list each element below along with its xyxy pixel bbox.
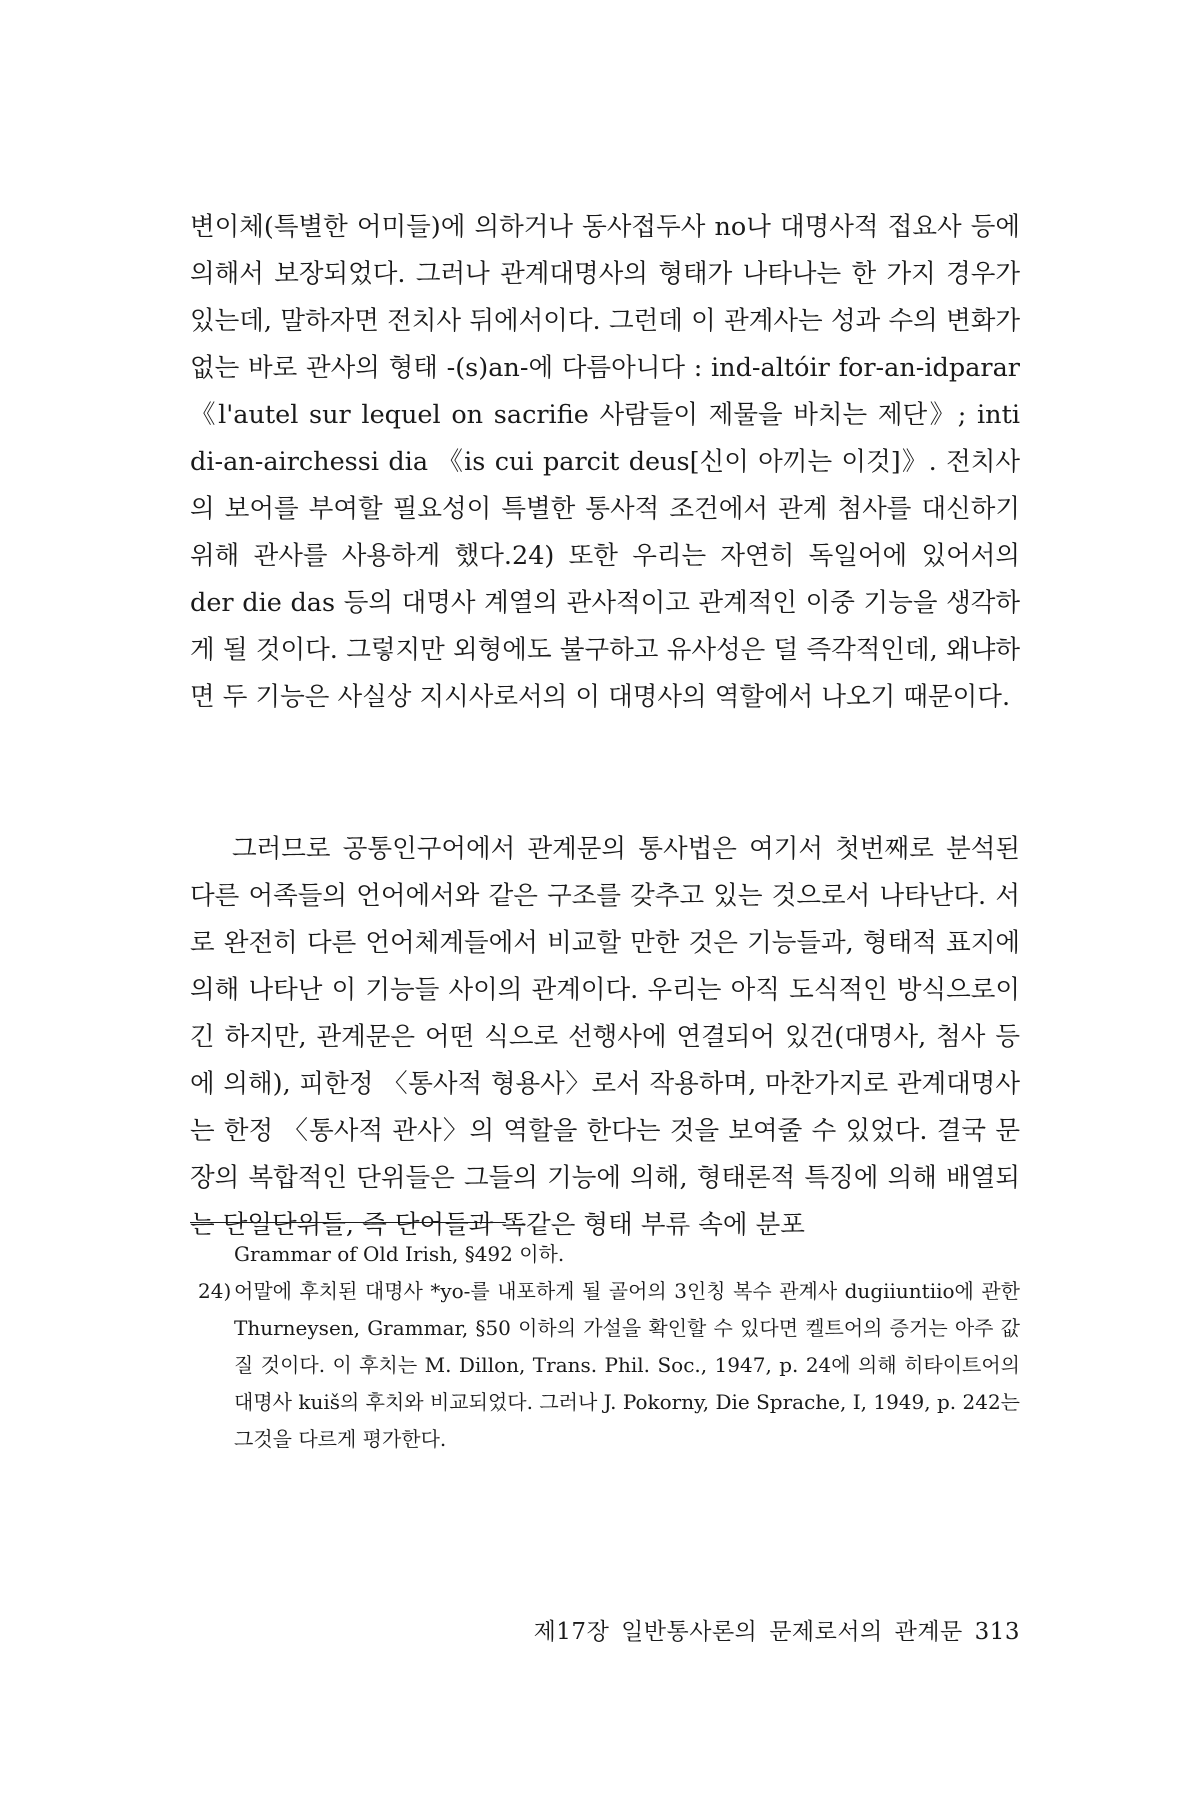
body-paragraph-1: 변이체(특별한 어미들)에 의하거나 동사접두사 no나 대명사적 접요사 등에 의해서 보장되었다. 그러나 관계대명사의 형태가 나타나는 한 가지 경우가 있는데, 말하자면 전치사 뒤에서이다. 그런데 이 관계사는 성과 수의 변화가 없는 바로 관사의 형태 -(s)an-에 다름아니다 : ind-altóir for-an-idparar 《l'autel sur lequel on sacrifie 사람들이 제물을 바치는 제단》; inti di-an-airchessi dia 《is cui parcit deus[신이 아끼는 이것]》. 전치사의 보어를 부여할 필요성이 특별한 통사적 조건에서 관계 첨사를 대신하기 위해 관사를 사용하게 했다.24) 또한 우리는 자연히 독일어에 있어서의 der die das 등의 대명사 계열의 관사적이고 관계적인 이중 기능을 생각하게 될 것이다. 그렇지만 외형에도 불구하고 유사성은 덜 즉각적인데, 왜냐하면 두 기능은 사실상 지시사로서의 이 대명사의 역할에서 나오기 때문이다. <box>190 211 1020 712</box>
footnote-text: 어말에 후치된 대명사 *yo-를 내포하게 될 골어의 3인칭 복수 관계사 dugiiuntiio에 관한 Thurneysen, Grammar, §50 이하의 가설을 확인할 수 있다면 켈트어의 증거는 아주 값질 것이다. 이 후치는 M. Dillon, Trans. Phil. Soc., 1947, p. 24에 의해 히타이트어의 대명사 kuiš의 후치와 비교되었다. 그러나 J. Pokorny, Die Sprache, I, 1949, p. 242는 그것을 다르게 평가한다. <box>234 1279 1020 1451</box>
running-footer <box>534 1617 1020 1647</box>
footnote-separator <box>190 1222 506 1223</box>
footnotes <box>190 1236 1020 1458</box>
footnote-24 <box>190 1273 1020 1458</box>
chapter-title: 제17장 일반통사론의 문제로서의 관계문 <box>533 1619 963 1645</box>
page-number: 313 <box>974 1619 1020 1645</box>
body-paragraph-2: 그러므로 공통인구어에서 관계문의 통사법은 여기서 첫번째로 분석된 다른 어족들의 언어에서와 같은 구조를 갖추고 있는 것으로서 나타난다. 서로 완전히 다른 언어체계들에서 비교할 만한 것은 기능들과, 형태적 표지에 의해 나타난 이 기능들 사이의 관계이다. 우리는 아직 도식적인 방식으로이긴 하지만, 관계문은 어떤 식으로 선행사에 연결되어 있건(대명사, 첨사 등에 의해), 피한정 〈통사적 형용사〉로서 작용하며, 마찬가지로 관계대명사는 한정 〈통사적 관사〉의 역할을 한다는 것을 보여줄 수 있었다. 결국 문장의 복합적인 단위들은 그들의 기능에 의해, 형태론적 특징에 의해 배열되는 단일단위들, 즉 단어들과 똑같은 형태 부류 속에 분포 <box>190 833 1020 1240</box>
footnote-continuation: Grammar of Old Irish, §492 이하. <box>234 1242 565 1266</box>
footnote-number: 24) <box>198 1279 232 1303</box>
